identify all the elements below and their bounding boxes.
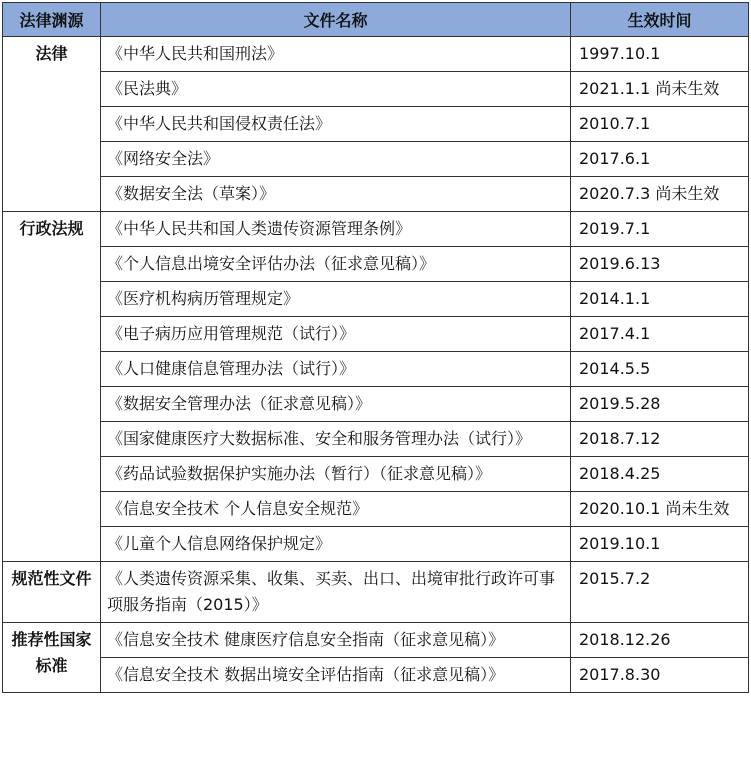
table-row bbox=[3, 317, 749, 352]
table-row bbox=[3, 422, 749, 457]
effective-date: 2019.6.13 bbox=[571, 247, 749, 282]
effective-date: 1997.10.1 bbox=[571, 37, 749, 72]
table-row bbox=[3, 623, 749, 658]
effective-date: 2014.1.1 bbox=[571, 282, 749, 317]
header-document-name: 文件名称 bbox=[101, 3, 571, 37]
effective-date: 2018.4.25 bbox=[571, 457, 749, 492]
document-name: 《信息安全技术 健康医疗信息安全指南（征求意见稿）》 bbox=[101, 623, 571, 658]
document-name: 《儿童个人信息网络保护规定》 bbox=[101, 527, 571, 562]
document-name: 《信息安全技术 个人信息安全规范》 bbox=[101, 492, 571, 527]
header-legal-source: 法律渊源 bbox=[3, 3, 101, 37]
header-effective-date: 生效时间 bbox=[571, 3, 749, 37]
document-name: 《个人信息出境安全评估办法（征求意见稿）》 bbox=[101, 247, 571, 282]
table-row bbox=[3, 212, 749, 247]
document-name: 《中华人民共和国人类遗传资源管理条例》 bbox=[101, 212, 571, 247]
table-row bbox=[3, 107, 749, 142]
table-row bbox=[3, 658, 749, 693]
document-name: 《中华人民共和国侵权责任法》 bbox=[101, 107, 571, 142]
group-source-law: 法律 bbox=[3, 37, 101, 212]
document-name: 《药品试验数据保护实施办法（暂行）（征求意见稿）》 bbox=[101, 457, 571, 492]
table-row bbox=[3, 37, 749, 72]
table-row bbox=[3, 457, 749, 492]
document-name: 《人口健康信息管理办法（试行）》 bbox=[101, 352, 571, 387]
table-row bbox=[3, 352, 749, 387]
group-source-administrative-regulation: 行政法规 bbox=[3, 212, 101, 562]
effective-date: 2020.10.1 尚未生效 bbox=[571, 492, 749, 527]
effective-date: 2020.7.3 尚未生效 bbox=[571, 177, 749, 212]
effective-date: 2019.10.1 bbox=[571, 527, 749, 562]
table-row bbox=[3, 142, 749, 177]
table-row bbox=[3, 282, 749, 317]
effective-date: 2014.5.5 bbox=[571, 352, 749, 387]
table-header bbox=[3, 3, 749, 37]
document-name: 《数据安全法（草案）》 bbox=[101, 177, 571, 212]
document-name: 《人类遗传资源采集、收集、买卖、出口、出境审批行政许可事项服务指南（2015）》 bbox=[101, 562, 571, 623]
table-row bbox=[3, 527, 749, 562]
document-name: 《医疗机构病历管理规定》 bbox=[101, 282, 571, 317]
legal-sources-table bbox=[2, 2, 749, 693]
document-name: 《信息安全技术 数据出境安全评估指南（征求意见稿）》 bbox=[101, 658, 571, 693]
table-row bbox=[3, 562, 749, 623]
effective-date: 2019.7.1 bbox=[571, 212, 749, 247]
group-source-normative-document: 规范性文件 bbox=[3, 562, 101, 623]
document-name: 《电子病历应用管理规范（试行）》 bbox=[101, 317, 571, 352]
effective-date: 2010.7.1 bbox=[571, 107, 749, 142]
effective-date: 2021.1.1 尚未生效 bbox=[571, 72, 749, 107]
table-row bbox=[3, 247, 749, 282]
effective-date: 2017.6.1 bbox=[571, 142, 749, 177]
effective-date: 2015.7.2 bbox=[571, 562, 749, 623]
table-row bbox=[3, 387, 749, 422]
effective-date: 2018.12.26 bbox=[571, 623, 749, 658]
table-row bbox=[3, 177, 749, 212]
table-row bbox=[3, 492, 749, 527]
document-name: 《民法典》 bbox=[101, 72, 571, 107]
document-name: 《数据安全管理办法（征求意见稿）》 bbox=[101, 387, 571, 422]
document-name: 《中华人民共和国刑法》 bbox=[101, 37, 571, 72]
table-row bbox=[3, 72, 749, 107]
group-source-recommended-national-standard: 推荐性国家标准 bbox=[3, 623, 101, 693]
effective-date: 2017.4.1 bbox=[571, 317, 749, 352]
effective-date: 2018.7.12 bbox=[571, 422, 749, 457]
effective-date: 2017.8.30 bbox=[571, 658, 749, 693]
effective-date: 2019.5.28 bbox=[571, 387, 749, 422]
document-name: 《国家健康医疗大数据标准、安全和服务管理办法（试行）》 bbox=[101, 422, 571, 457]
document-name: 《网络安全法》 bbox=[101, 142, 571, 177]
